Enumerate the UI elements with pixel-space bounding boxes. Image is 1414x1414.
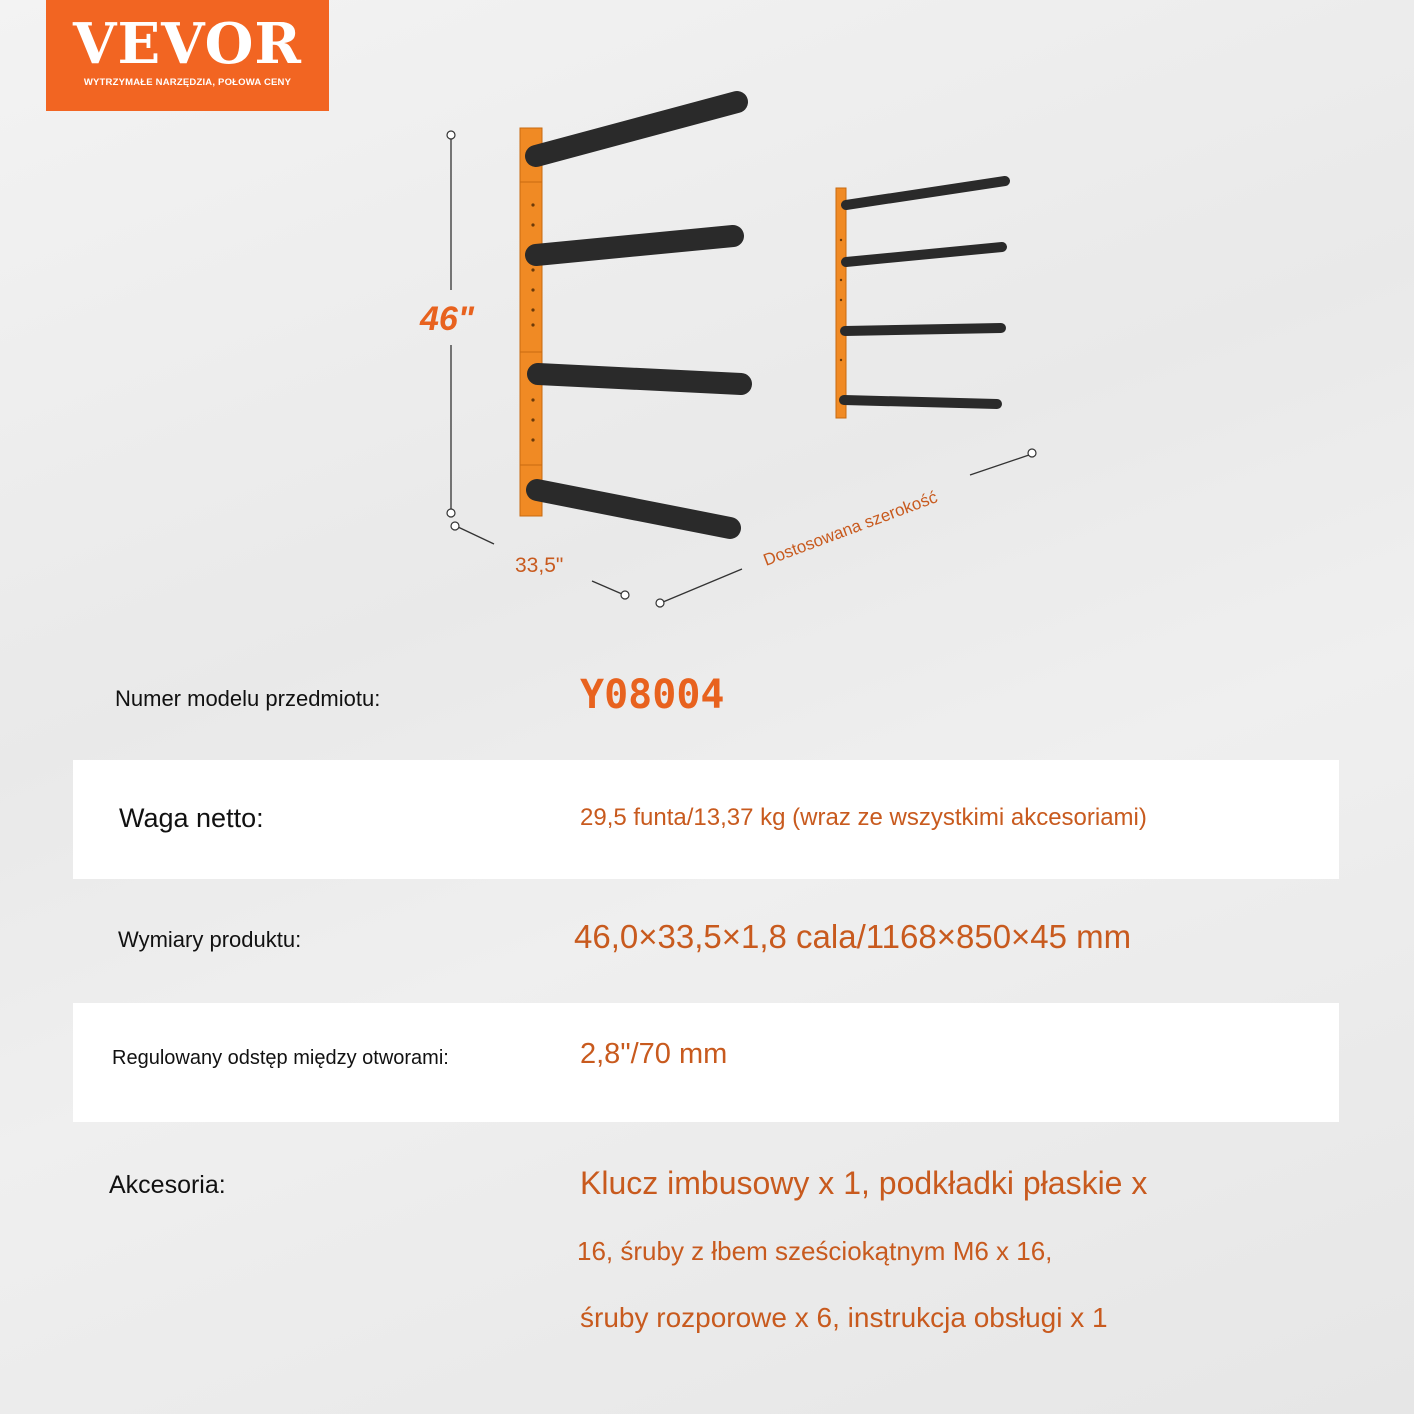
accessories-line-2: 16, śruby z łbem sześciokątnym M6 x 16, — [577, 1236, 1053, 1266]
spacing-value: 2,8"/70 mm — [580, 1038, 728, 1070]
logo-tagline: WYTRZYMAŁE NARZĘDZIA, POŁOWA CENY — [83, 77, 292, 88]
rack-large — [520, 102, 741, 528]
dimensions-value: 46,0×33,5×1,8 cala/1168×850×45 mm — [574, 918, 1132, 955]
model-label: Numer modelu przedmiotu: — [115, 686, 381, 711]
spacing-label: Regulowany odstęp między otworami: — [112, 1047, 449, 1069]
accessories-line-1: Klucz imbusowy x 1, podkładki płaskie x — [580, 1165, 1148, 1201]
accessories-label: Akcesoria: — [109, 1171, 226, 1199]
accessories-line-3: śruby rozporowe x 6, instrukcja obsługi x 1 — [580, 1302, 1108, 1333]
logo-wordmark: VEVOR — [73, 11, 302, 77]
width-label: 33,5" — [515, 554, 564, 577]
height-label: 46" — [420, 300, 474, 338]
model-value: Y08004 — [580, 672, 725, 718]
rack-small — [836, 181, 1005, 418]
weight-label: Waga netto: — [119, 803, 264, 833]
adjustable-width-label: Dostosowana szerokość — [760, 487, 940, 570]
dimensions-label: Wymiary produktu: — [118, 927, 302, 952]
weight-value: 29,5 funta/13,37 kg (wraz ze wszystkimi akcesoriami) — [580, 804, 1147, 831]
product-diagram — [0, 0, 1414, 640]
